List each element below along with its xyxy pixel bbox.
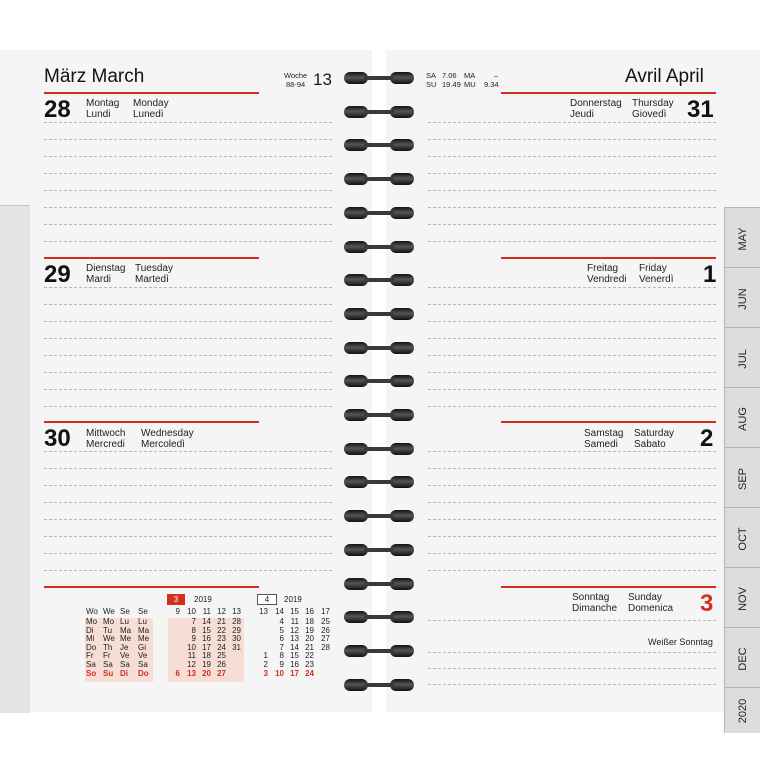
- day-number: 30: [44, 425, 71, 452]
- march-year: 2019: [194, 595, 212, 604]
- spiral-coil: [344, 544, 414, 556]
- ruled-line: [428, 620, 716, 621]
- month-tab-label: NOV: [737, 587, 749, 611]
- march-day: 12: [187, 660, 196, 669]
- weekday-name: Di: [86, 625, 94, 635]
- day-names-secondary: Saturday Sabato: [634, 428, 675, 450]
- ruled-line: [428, 355, 716, 356]
- weekday-name: Ve: [138, 651, 148, 661]
- coil-wire: [364, 76, 394, 80]
- april-day: 25: [321, 617, 330, 626]
- weekday-name: Lu: [120, 617, 129, 626]
- week-number: 16: [305, 607, 314, 616]
- april-day: 8: [279, 651, 284, 661]
- calendar-header: We: [103, 607, 115, 616]
- april-day: 6: [279, 634, 284, 644]
- spiral-coil: [344, 241, 414, 253]
- march-day: 26: [217, 660, 226, 669]
- april-day: 10: [275, 668, 284, 678]
- coil-wire: [364, 514, 394, 518]
- ruled-line: [44, 224, 332, 225]
- april-day: 3: [263, 668, 268, 678]
- march-day: 22: [217, 625, 226, 635]
- left-month-title: März March: [44, 66, 145, 87]
- left-header-rule: [44, 92, 259, 94]
- calendar-header: Se: [138, 607, 148, 616]
- ruled-line: [428, 156, 716, 157]
- coil-wire: [364, 245, 394, 249]
- april-day: 14: [290, 642, 299, 652]
- march-day: 20: [202, 668, 211, 678]
- weekday-name: So: [86, 668, 97, 678]
- day-names-secondary: Tuesday Martedì: [135, 263, 173, 285]
- ruled-line: [44, 304, 332, 305]
- weekday-name: Mo: [103, 617, 115, 626]
- weekday-name: Ma: [120, 625, 132, 635]
- april-day: 26: [321, 625, 330, 635]
- weekday-name: Ma: [138, 625, 150, 635]
- weekday-name: Mi: [86, 634, 95, 644]
- ruled-line: [44, 207, 332, 208]
- weekday-name: Me: [138, 634, 150, 644]
- march-day: 6: [175, 668, 180, 678]
- week-number: 13: [259, 607, 268, 616]
- day-names-secondary: Wednesday Mercoledì: [141, 428, 194, 450]
- sun-su-time: 19.49: [442, 80, 461, 89]
- march-day: 16: [202, 634, 211, 644]
- month-tab-sep[interactable]: [724, 447, 760, 510]
- day-rule: [501, 257, 716, 259]
- ruled-line: [428, 406, 716, 407]
- coil-wire: [364, 413, 394, 417]
- day-names-secondary: Thursday Giovedì: [632, 98, 674, 120]
- april-day: 23: [305, 660, 314, 669]
- april-day: 11: [290, 617, 299, 626]
- month-tab-label: JUN: [737, 288, 749, 310]
- april-day: 18: [305, 617, 314, 626]
- ruled-line: [428, 502, 716, 503]
- day-names-primary: Mittwoch Mercredi: [86, 428, 126, 450]
- right-month-title: Avril April: [625, 66, 704, 87]
- week-label: Woche: [284, 71, 308, 80]
- spiral-coil: [344, 72, 414, 84]
- march-day: 29: [232, 625, 241, 635]
- ruled-line: [428, 519, 716, 520]
- weekday-name: Gi: [138, 642, 146, 652]
- month-tab-label: OCT: [737, 527, 749, 551]
- day-names-secondary: Sunday Domenica: [628, 592, 674, 614]
- april-day: 9: [279, 660, 284, 669]
- week-number: 12: [217, 607, 226, 616]
- april-day: 7: [279, 642, 284, 652]
- day-names-primary: Montag Lundi: [86, 98, 120, 120]
- ruled-line: [428, 338, 716, 339]
- week-number: 14: [275, 607, 284, 616]
- ruled-line: [428, 224, 716, 225]
- weekday-name: Sa: [86, 660, 96, 669]
- ruled-line: [44, 287, 332, 288]
- ruled-line: [428, 570, 716, 571]
- sun-mu-label: MU: [464, 80, 476, 89]
- april-day: 28: [321, 642, 330, 652]
- ruled-line: [44, 321, 332, 322]
- coil-wire: [364, 312, 394, 316]
- month-tab-label: SEP: [737, 467, 749, 491]
- spiral-coil: [344, 207, 414, 219]
- coil-wire: [364, 346, 394, 350]
- month-tab-nov[interactable]: [724, 567, 760, 630]
- spiral-coil: [344, 679, 414, 691]
- day-names-secondary: Monday Lunedì: [133, 98, 169, 120]
- ruled-line: [44, 372, 332, 373]
- march-day: 21: [217, 617, 226, 626]
- month-tab-2020[interactable]: [724, 687, 760, 733]
- ruled-line: [428, 122, 716, 123]
- weekday-name: Di: [120, 668, 128, 678]
- ruled-line: [428, 287, 716, 288]
- month-tab-label: JUL: [737, 349, 749, 369]
- ruled-line: [428, 304, 716, 305]
- spiral-coil: [344, 510, 414, 522]
- coil-wire: [364, 177, 394, 181]
- april-day: 4: [279, 617, 284, 626]
- march-day: 18: [202, 651, 211, 661]
- ruled-line: [428, 190, 716, 191]
- march-day: 28: [232, 617, 241, 626]
- sun-su-label: SU: [426, 80, 437, 89]
- sun-sa-time: 7.06: [442, 71, 457, 80]
- march-day: 30: [232, 634, 241, 644]
- day-number: 2: [700, 425, 714, 452]
- ruled-line: [428, 553, 716, 554]
- ruled-line: [428, 468, 716, 469]
- ruled-line: [44, 173, 332, 174]
- march-day: 17: [202, 642, 211, 652]
- day-number: 28: [44, 96, 71, 123]
- coil-wire: [364, 143, 394, 147]
- weekday-name: Do: [86, 642, 97, 652]
- spiral-coil: [344, 443, 414, 455]
- ruled-line: [44, 485, 332, 486]
- sun-info: [426, 71, 498, 89]
- ruled-line: [428, 207, 716, 208]
- ruled-line: [44, 122, 332, 123]
- weekday-name: We: [103, 634, 115, 644]
- march-day: 14: [202, 617, 211, 626]
- spiral-coil: [344, 139, 414, 151]
- week-number: 17: [321, 607, 330, 616]
- coil-wire: [364, 211, 394, 215]
- march-badge: 3: [167, 594, 185, 605]
- ruled-line: [428, 451, 716, 452]
- calendar-header: Wo: [86, 607, 98, 616]
- event-label: Weißer Sonntag: [648, 637, 713, 647]
- march-day: 31: [232, 642, 241, 652]
- april-day: 19: [305, 625, 314, 635]
- sun-ma-time: –: [493, 71, 498, 80]
- day-rule: [501, 586, 716, 588]
- march-day: 8: [191, 625, 196, 635]
- april-day: 1: [263, 651, 268, 661]
- weekday-name: Sa: [120, 660, 130, 669]
- coil-wire: [364, 447, 394, 451]
- sun-ma-label: MA: [464, 71, 476, 80]
- weekday-name: Fr: [103, 651, 111, 661]
- month-tab-label: DEC: [737, 647, 749, 671]
- spiral-coil: [344, 375, 414, 387]
- march-day: 19: [202, 660, 211, 669]
- coil-wire: [364, 278, 394, 282]
- ruled-line: [44, 139, 332, 140]
- spiral-coil: [344, 409, 414, 421]
- april-day: 24: [305, 668, 314, 678]
- spiral-coil: [344, 342, 414, 354]
- weekday-name: Th: [103, 642, 113, 652]
- coil-wire: [364, 110, 394, 114]
- ruled-line: [44, 241, 332, 242]
- month-tab-aug[interactable]: [724, 387, 760, 450]
- month-tab-label: MAY: [737, 227, 749, 251]
- weekday-name: Mo: [86, 617, 98, 626]
- spiral-coil: [344, 476, 414, 488]
- day-rule: [44, 421, 259, 423]
- ruled-line: [44, 468, 332, 469]
- ruled-line: [44, 355, 332, 356]
- march-day: 10: [187, 642, 196, 652]
- april-day: 20: [305, 634, 314, 644]
- coil-wire: [364, 683, 394, 687]
- coil-wire: [364, 548, 394, 552]
- april-day: 16: [290, 660, 299, 669]
- day-rule: [44, 257, 259, 259]
- march-day: 24: [217, 642, 226, 652]
- april-day: 15: [290, 651, 299, 661]
- ruled-line: [44, 406, 332, 407]
- march-day: 23: [217, 634, 226, 644]
- april-day: 5: [279, 625, 284, 635]
- day-names-secondary: Friday Venerdì: [639, 263, 674, 285]
- april-day: 17: [290, 668, 299, 678]
- weekday-name: Sa: [103, 660, 113, 669]
- march-day: 15: [202, 625, 211, 635]
- left-cover-tab: [0, 205, 30, 713]
- ruled-line: [44, 553, 332, 554]
- coil-wire: [364, 649, 394, 653]
- day-rule: [44, 586, 259, 588]
- month-tab-label: AUG: [737, 407, 749, 431]
- weekday-name: Je: [120, 642, 129, 652]
- ruled-line: [44, 451, 332, 452]
- weekday-name: Ve: [120, 651, 130, 661]
- spiral-coil: [344, 308, 414, 320]
- ruled-line: [44, 519, 332, 520]
- week-number: 9: [175, 607, 180, 616]
- month-tab-oct[interactable]: [724, 507, 760, 570]
- ruled-line: [428, 241, 716, 242]
- ruled-line: [44, 156, 332, 157]
- ruled-line: [428, 668, 716, 669]
- april-day: 27: [321, 634, 330, 644]
- weekday-name: Do: [138, 668, 149, 678]
- april-badge: 4: [257, 594, 277, 605]
- coil-wire: [364, 582, 394, 586]
- spiral-coil: [344, 611, 414, 623]
- month-tab-jul[interactable]: [724, 327, 760, 390]
- ruled-line: [428, 321, 716, 322]
- week-range: 88-94: [286, 80, 306, 89]
- week-number: 13: [232, 607, 241, 616]
- april-day: 12: [290, 625, 299, 635]
- ruled-line: [428, 684, 716, 685]
- april-day: 21: [305, 642, 314, 652]
- week-number: 10: [187, 607, 196, 616]
- ruled-line: [44, 190, 332, 191]
- march-day: 11: [187, 651, 196, 661]
- month-tab-dec[interactable]: [724, 627, 760, 690]
- day-number: 29: [44, 261, 71, 288]
- ruled-line: [428, 372, 716, 373]
- spiral-coil: [344, 106, 414, 118]
- april-day: 22: [305, 651, 314, 661]
- ruled-line: [44, 536, 332, 537]
- spiral-coil: [344, 274, 414, 286]
- weekday-name: Sa: [138, 660, 148, 669]
- weekday-name: Su: [103, 668, 114, 678]
- coil-wire: [364, 379, 394, 383]
- sun-mu-time: 9.34: [484, 80, 499, 89]
- day-names-primary: Donnerstag Jeudi: [570, 98, 622, 120]
- right-header-rule: [501, 92, 716, 94]
- spiral-coil: [344, 173, 414, 185]
- april-year: 2019: [284, 595, 302, 604]
- march-day: 25: [217, 651, 226, 661]
- ruled-line: [428, 485, 716, 486]
- day-names-primary: Dienstag Mardi: [86, 263, 126, 285]
- day-names-primary: Sonntag Dimanche: [572, 592, 618, 614]
- calendar-header: Se: [120, 607, 130, 616]
- weekday-name: Me: [120, 634, 132, 644]
- april-day: 2: [263, 660, 268, 669]
- weekday-name: Fr: [86, 651, 94, 661]
- month-tab-may[interactable]: [724, 207, 760, 270]
- ruled-line: [44, 338, 332, 339]
- day-number: 1: [703, 261, 717, 288]
- month-tab-jun[interactable]: [724, 267, 760, 330]
- week-number: 11: [202, 607, 211, 616]
- day-names-primary: Freitag Vendredi: [587, 263, 627, 285]
- march-day: 13: [187, 668, 196, 678]
- weekday-name: Tu: [103, 625, 113, 635]
- ruled-line: [44, 502, 332, 503]
- day-number: 3: [700, 590, 714, 617]
- day-rule: [501, 421, 716, 423]
- day-names-primary: Samstag Samedi: [584, 428, 624, 450]
- spiral-coil: [344, 578, 414, 590]
- ruled-line: [428, 389, 716, 390]
- april-day: 13: [290, 634, 299, 644]
- ruled-line: [428, 536, 716, 537]
- ruled-line: [428, 173, 716, 174]
- month-tab-label: 2020: [737, 698, 749, 723]
- march-day: 9: [191, 634, 196, 644]
- ruled-line: [44, 570, 332, 571]
- day-number: 31: [687, 96, 714, 123]
- march-day: 27: [217, 668, 226, 678]
- coil-wire: [364, 615, 394, 619]
- spiral-coil: [344, 645, 414, 657]
- ruled-line: [44, 389, 332, 390]
- march-day: 7: [191, 617, 196, 626]
- week-number: 13: [313, 70, 332, 89]
- ruled-line: [428, 139, 716, 140]
- ruled-line: [428, 652, 716, 653]
- week-number: 15: [290, 607, 299, 616]
- sun-sa-label: SA: [426, 71, 437, 80]
- weekday-name: Lu: [138, 617, 147, 626]
- coil-wire: [364, 480, 394, 484]
